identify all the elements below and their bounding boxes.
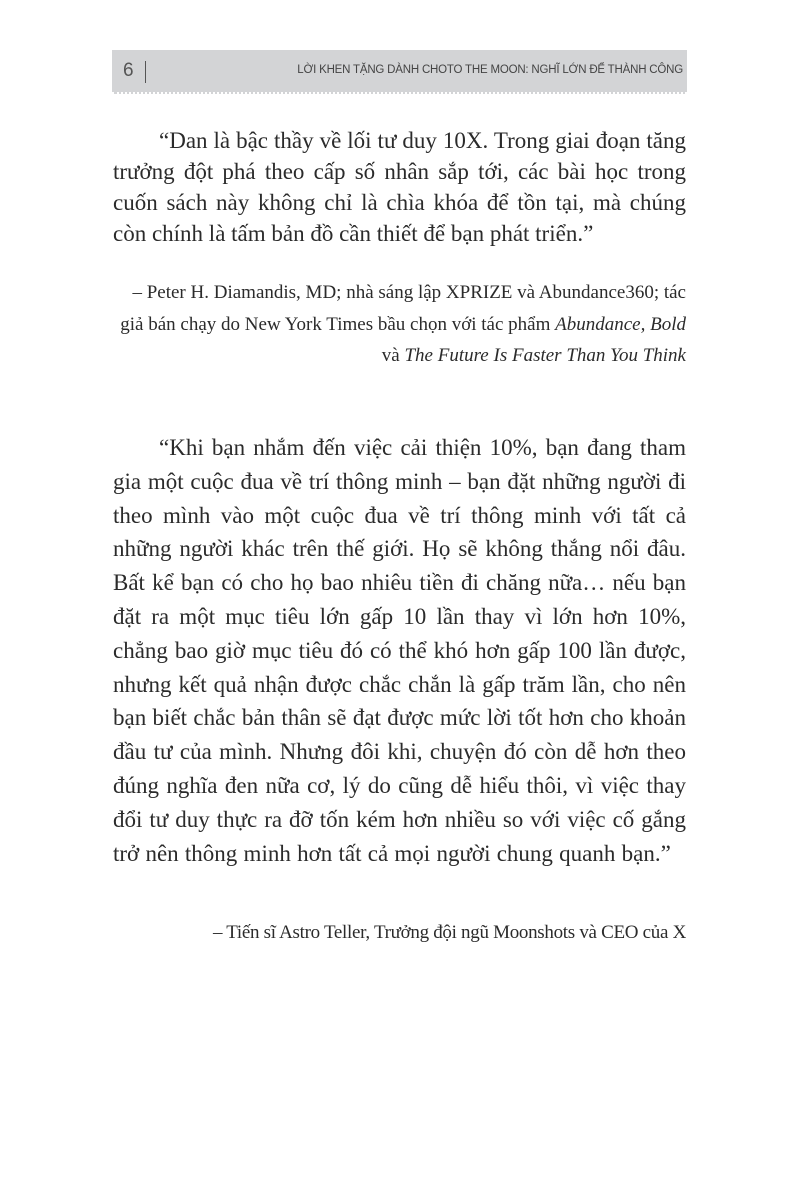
attribution-conjunction: và	[381, 345, 405, 366]
quote-text: “Khi bạn nhắm đến việc cải thiện 10%, bạn đang tham gia một cuộc đua về trí thông minh – bạn đặt những người đi theo mình vào một cuộc đua về trí thông minh với tất cả những người khác trên thế giới. Họ sẽ không thắng nổi đâu. Bất kể bạn có cho họ bao nhiêu tiền đi chăng nữa… nếu bạn đặt ra một mục tiêu lớn gấp 10 lần thay vì lớn hơn 10%, chẳng bao giờ mục tiêu đó có thể khó hơn gấp 100 lần được, nhưng kết quả nhận được chắc chắn là gấp trăm lần, cho nên bạn biết chắc bản thân sẽ đạt được mức lời tốt hơn cho khoản đầu tư của mình. Nhưng đôi khi, chuyện đó còn dễ hơn theo đúng nghĩa đen nữa cơ, lý do cũng dễ hiểu thôi, vì việc thay đổi tư duy thực ra đỡ tốn kém hơn nhiều so với việc cố gắng trở nên thông minh hơn tất cả mọi người chung quanh bạn.”	[113, 435, 686, 866]
book-title-future-faster: The Future Is Faster Than You Think	[404, 345, 686, 366]
quote-diamandis	[113, 125, 686, 249]
header-separator	[145, 61, 146, 83]
quote-teller	[113, 431, 686, 870]
attribution-text: – Peter H. Diamandis, MD; nhà sáng lập XPRIZE và Abundance360; tác giả bán chạy do New York Times bầu chọn với tác phẩm	[120, 282, 686, 335]
attribution-teller	[113, 917, 686, 949]
page-number: 6	[123, 60, 134, 81]
attribution-text: – Tiến sĩ Astro Teller, Trưởng đội ngũ Moonshots và CEO của X	[212, 922, 686, 943]
quote-text: “Dan là bậc thầy về lối tư duy 10X. Trong giai đoạn tăng trưởng đột phá theo cấp số nhân sắp tới, các bài học trong cuốn sách này không chỉ là chìa khóa để tồn tại, mà chúng còn chính là tấm bản đồ cần thiết để bạn phát triển.”	[113, 128, 686, 246]
attribution-diamandis	[113, 277, 686, 372]
running-header	[112, 50, 687, 94]
book-title-abundance-bold: Abundance, Bold	[555, 313, 686, 335]
running-title: LỜI KHEN TẶNG DÀNH CHOTO THE MOON: NGHĨ LỚN ĐỂ THÀNH CÔNG	[297, 64, 683, 76]
